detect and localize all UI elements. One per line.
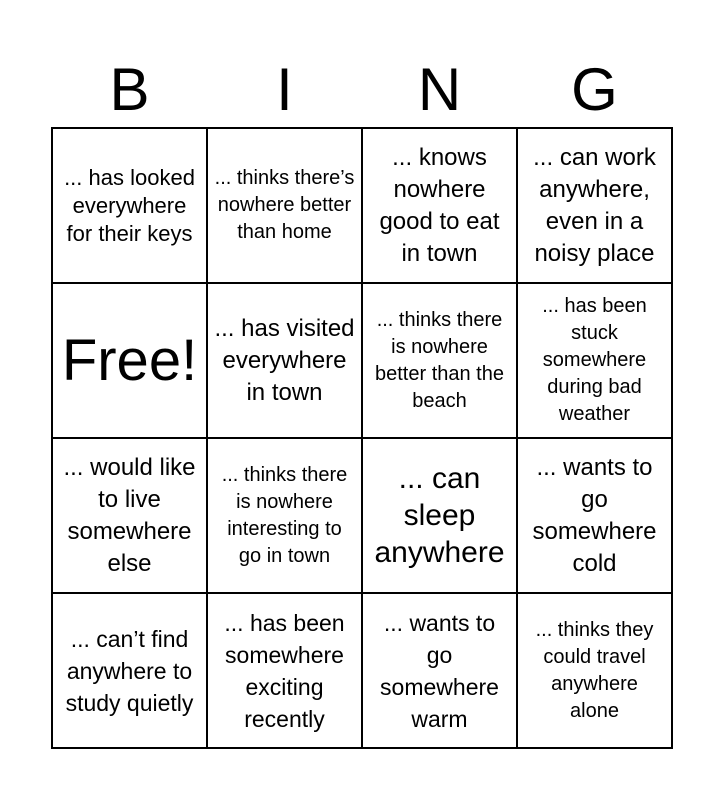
bingo-cell-11[interactable] [363, 439, 518, 594]
cell-text: ... thinks there is nowhere better than the beach [375, 308, 504, 412]
bingo-cell-1[interactable] [53, 129, 208, 284]
bingo-cell-9[interactable] [53, 439, 208, 594]
bingo-cell-8[interactable] [518, 284, 673, 439]
bingo-cell-10[interactable] [208, 439, 363, 594]
cell-text: ... has looked everywhere for their keys [64, 164, 195, 246]
bingo-grid [51, 127, 673, 749]
cell-text: ... has been somewhere exciting recently [224, 609, 345, 732]
bingo-cell-4[interactable] [518, 129, 673, 284]
bingo-cell-16[interactable] [518, 594, 673, 749]
cell-text: ... would like to live somewhere else [63, 453, 196, 577]
cell-text: ... can work anywhere, even in a noisy place [533, 143, 656, 267]
cell-text: ... wants to go somewhere warm [380, 609, 499, 732]
bingo-header [52, 52, 672, 128]
cell-text: ... thinks there is nowhere interesting to go in town [221, 463, 348, 567]
cell-text: ... thinks they could travel anywhere alone [535, 618, 654, 722]
bingo-cell-15[interactable] [363, 594, 518, 749]
cell-text: ... knows nowhere good to eat in town [379, 143, 500, 267]
header-letter-g: G [571, 56, 618, 123]
cell-text: ... wants to go somewhere cold [532, 453, 657, 577]
bingo-cell-free[interactable] [53, 284, 208, 439]
bingo-cell-13[interactable] [53, 594, 208, 749]
cell-text: ... has visited everywhere in town [214, 314, 355, 406]
header-letter-n: N [417, 56, 462, 123]
cell-text: ... thinks there’s nowhere better than home [214, 167, 355, 243]
bingo-cell-12[interactable] [518, 439, 673, 594]
free-space-text: Free! [61, 327, 198, 393]
bingo-cell-6[interactable] [208, 284, 363, 439]
cell-text: ... has been stuck somewhere during bad weather [542, 295, 647, 425]
cell-text: ... can sleep anywhere [374, 462, 505, 569]
bingo-cell-14[interactable] [208, 594, 363, 749]
header-letter-i: I [276, 56, 293, 123]
bingo-cell-7[interactable] [363, 284, 518, 439]
bingo-cell-2[interactable] [208, 129, 363, 284]
header-letter-b: B [109, 56, 150, 123]
bingo-cell-3[interactable] [363, 129, 518, 284]
cell-text: ... can’t find anywhere to study quietly [65, 625, 194, 716]
